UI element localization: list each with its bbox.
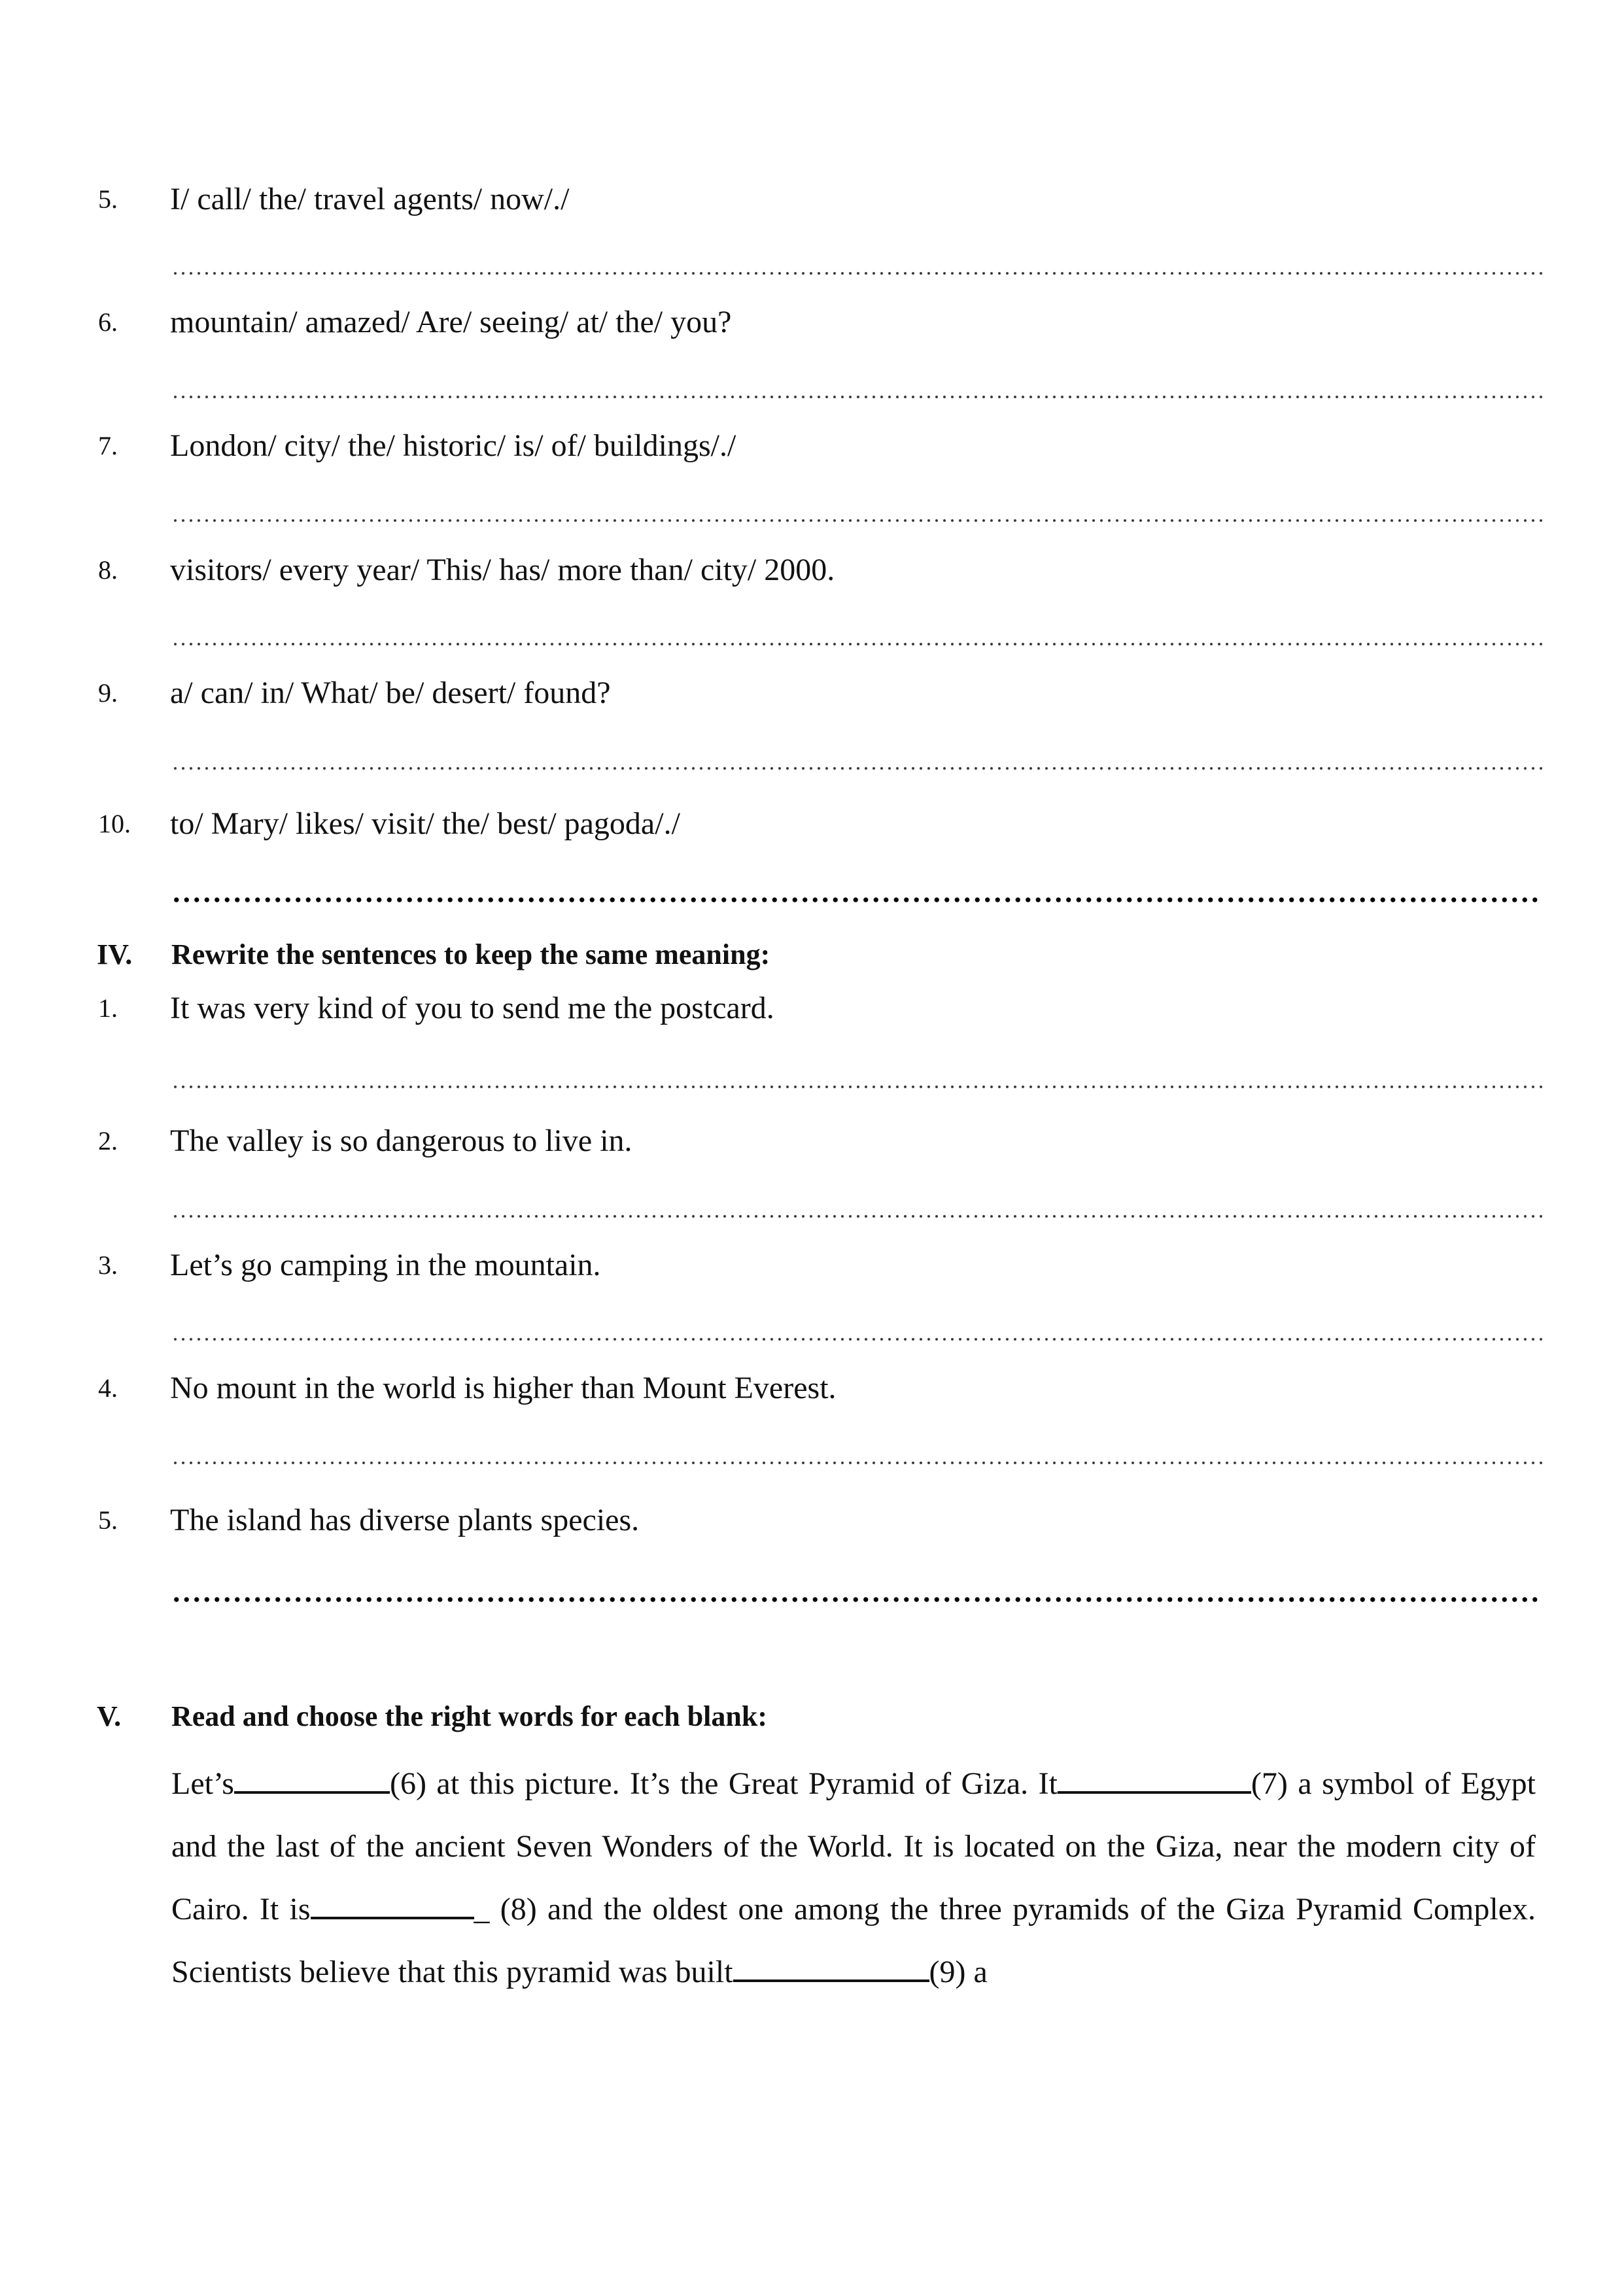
item-prompt: visitors/ every year/ This/ has/ more than/ city/ 2000. [170,553,835,587]
item-prompt: I/ call/ the/ travel agents/ now/./ [170,182,570,216]
answer-line[interactable] [171,394,1542,400]
passage-text: (7) a symbol of Egypt and the last of the ancient Seven Wonders of the World. It is located on the Giza, near the modern city of Cairo. It is [171,1766,1536,1927]
item-number: 1. [98,993,118,1023]
item-prompt: The island has diverse plants species. [170,1503,640,1537]
item-number: 4. [98,1373,118,1403]
reorder-item-5 [98,180,1537,226]
rewrite-item-5 [98,1501,1537,1547]
item-number: 8. [98,555,118,585]
answer-line[interactable] [171,1084,1542,1090]
item-prompt: No mount in the world is higher than Mount Everest. [170,1371,837,1405]
passage-text: (9) a [929,1955,988,1989]
item-number: 7. [98,431,118,460]
reading-passage [171,1753,1536,2004]
passage-text: _ (8) and the oldest one among the three pyramids of the Giza Pyramid Complex. Scientists believe that this pyramid was built [171,1892,1536,1989]
section-v-heading: Read and choose the right words for each blank: [171,1700,768,1732]
item-number: 2. [98,1126,118,1156]
item-number: 3. [98,1250,118,1280]
blank-8[interactable] [311,1888,474,1919]
item-prompt: to/ Mary/ likes/ visit/ the/ best/ pagoda/./ [170,806,680,841]
blank-9[interactable] [733,1951,929,1982]
answer-line[interactable] [171,896,1542,904]
item-number: 10. [98,809,131,838]
item-number: 6. [98,307,118,337]
section-iv-heading: Rewrite the sentences to keep the same meaning: [171,938,770,970]
section-v-numeral: V. [97,1700,122,1732]
item-prompt: Let’s go camping in the mountain. [170,1248,601,1282]
answer-line[interactable] [171,1596,1542,1603]
rewrite-item-2 [98,1122,1537,1167]
answer-line[interactable] [171,270,1542,277]
answer-line[interactable] [171,765,1542,772]
section-iv-numeral: IV. [97,938,133,970]
reorder-item-7 [98,426,1537,472]
answer-line[interactable] [171,1336,1542,1343]
answer-line[interactable] [171,641,1542,647]
item-number: 5. [98,184,118,214]
item-prompt: a/ can/ in/ What/ be/ desert/ found? [170,676,611,710]
item-number: 5. [98,1505,118,1535]
reorder-item-9 [98,674,1537,719]
item-prompt: mountain/ amazed/ Are/ seeing/ at/ the/ you? [170,305,732,339]
rewrite-item-4 [98,1369,1537,1414]
reorder-item-6 [98,303,1537,349]
rewrite-item-1 [98,989,1537,1035]
blank-6[interactable] [234,1762,390,1794]
item-prompt: London/ city/ the/ historic/ is/ of/ buildings/./ [170,428,736,463]
reorder-item-8 [98,551,1537,596]
passage-text: Let’s [171,1766,234,1801]
answer-line[interactable] [171,1460,1542,1466]
rewrite-item-3 [98,1246,1537,1292]
item-prompt: It was very kind of you to send me the postcard. [170,991,774,1025]
answer-line[interactable] [171,1213,1542,1220]
item-prompt: The valley is so dangerous to live in. [170,1123,632,1158]
reorder-item-10 [98,804,1537,850]
passage-text: (6) at this picture. It’s the Great Pyramid of Giza. It [389,1766,1058,1801]
blank-7[interactable] [1058,1762,1251,1794]
answer-line[interactable] [171,517,1542,524]
item-number: 9. [98,678,118,708]
